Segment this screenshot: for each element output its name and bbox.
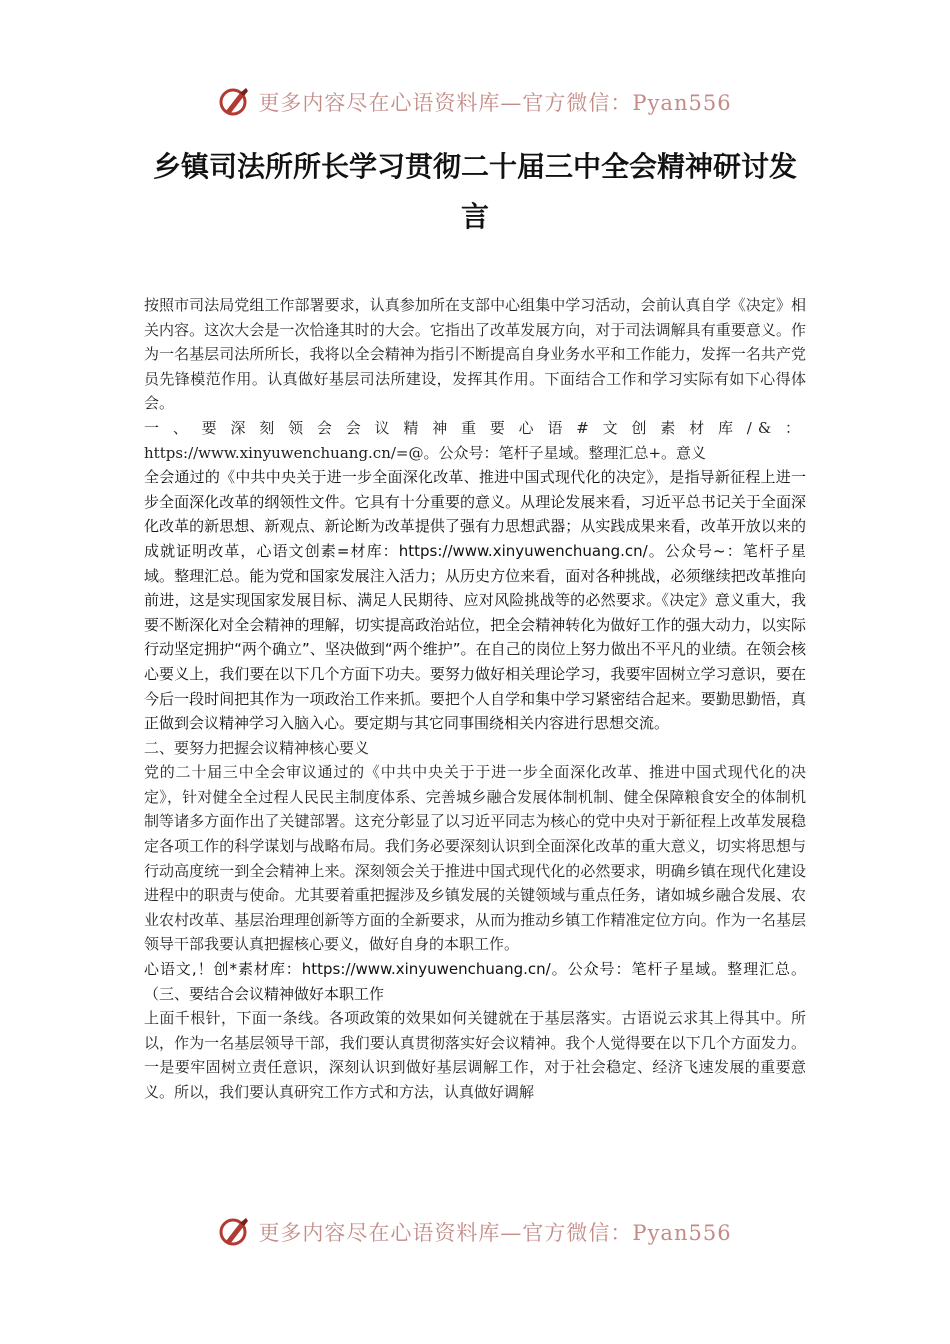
footer-watermark-banner xyxy=(0,1212,950,1252)
section-three-paragraph: 上面千根针，下面一条线。各项政策的效果如何关键就在于基层落实。古语说云求其上得其中。所以，作为一名基层领导干部，我们要认真贯彻落实好会议精神。我个人觉得要在以下几个方面发力。一是要牢固树立责任意识，深刻认识到做好基层调解工作，对于社会稳定、经济飞速发展的重要意义。所以，我们要认真研究工作方式和方法，认真做好调解 xyxy=(144,1009,806,1101)
section-three-heading: 心语文,！创*素材库：https://www.xinyuwenchuang.cn/。公众号：笔杆子星域。整理汇总。（三、要结合会议精神做好本职工作 xyxy=(144,960,806,1003)
watermark-text: 更多内容尽在心语资料库—官方微信：Pyan556 xyxy=(258,1221,732,1245)
section-two-heading: 二、要努力把握会议精神核心要义 xyxy=(144,738,370,757)
document-title: 乡镇司法所所长学习贯彻二十届三中全会精神研讨发言 xyxy=(152,150,797,233)
pen-logo-icon xyxy=(218,1215,252,1249)
watermark-text: 更多内容尽在心语资料库—官方微信：Pyan556 xyxy=(258,91,732,115)
section-one-paragraph: 全会通过的《中共中央关于进一步全面深化改革、推进中国式现代化的决定》，是指导新征程上进一步全面深化改革的纲领性文件。它具有十分重要的意义。从理论发展来看，习近平总书记关于全面深化改革的新思想、新观点、新论断为改革提供了强有力思想武器；从实践成果来看，改革开放以来的成就证明改革，心语文创素=材库：https://www.xinyuwenchuang.cn/。公众号~：笔杆子星域。整理汇总。能为党和国家发展注入活力；从历史方位来看，面对各种挑战，必须继续把改革推向前进，这是实现国家发展目标、满足人民期待、应对风险挑战等的必然要求。《决定》意义重大，我要不断深化对全会精神的理解，切实提高政治站位，把全会精神转化为做好工作的强大动力，以实际行动坚定拥护“两个确立”、坚决做到“两个维护”。在自己的岗位上努力做出不平凡的业绩。在领会核心要义上，我们要在以下几个方面下功夫。要努力做好相关理论学习，我要牢固树立学习意识，要在今后一段时间把其作为一项政治工作来抓。要把个人自学和集中学习紧密结合起来。要勤思勤悟，真正做到会议精神学习入脑入心。要定期与其它同事围绕相关内容进行思想交流。 xyxy=(144,468,806,733)
document-body xyxy=(144,293,806,1105)
intro-paragraph: 按照市司法局党组工作部署要求，认真参加所在支部中心组集中学习活动，会前认真自学《决定》相关内容。这次大会是一次恰逢其时的大会。它指出了改革发展方向，对于司法调解具有重要意义。作为一名基层司法所所长，我将以全会精神为指引不断提高自身业务水平和工作能力，发挥一名共产党员先锋模范作用。认真做好基层司法所建设，发挥其作用。下面结合工作和学习实际有如下心得体会。 xyxy=(144,296,806,413)
section-one-heading-line xyxy=(144,416,806,465)
pen-logo-icon xyxy=(218,85,252,119)
section-one-heading-tail: https://www.xinyuwenchuang.cn/=@。公众号：笔杆子星域。整理汇总+。意义 xyxy=(144,443,707,462)
header-watermark-banner xyxy=(0,82,950,122)
section-one-heading: 一、要深刻领会会议精神重要心语#文创素材库/&： xyxy=(144,418,806,437)
section-two-paragraph: 党的二十届三中全会审议通过的《中共中央关于于进一步全面深化改革、推进中国式现代化的决定》，针对健全全过程人民民主制度体系、完善城乡融合发展体制机制、健全保障粮食安全的体制机制等诸多方面作出了关键部署。这充分彰显了以习近平同志为核心的党中央对于新征程上改革发展稳定各项工作的科学谋划与战略布局。我们务必要深刻认识到全面深化改革的重大意义，切实将思想与行动高度统一到全会精神上来。深刻领会关于推进中国式现代化的必然要求，明确乡镇在现代化建设进程中的职责与使命。尤其要着重把握涉及乡镇发展的关键领域与重点任务，诸如城乡融合发展、农业农村改革、基层治理理创新等方面的全新要求，从而为推动乡镇工作精准定位方向。作为一名基层领导干部我要认真把握核心要义，做好自身的本职工作。 xyxy=(144,763,806,954)
